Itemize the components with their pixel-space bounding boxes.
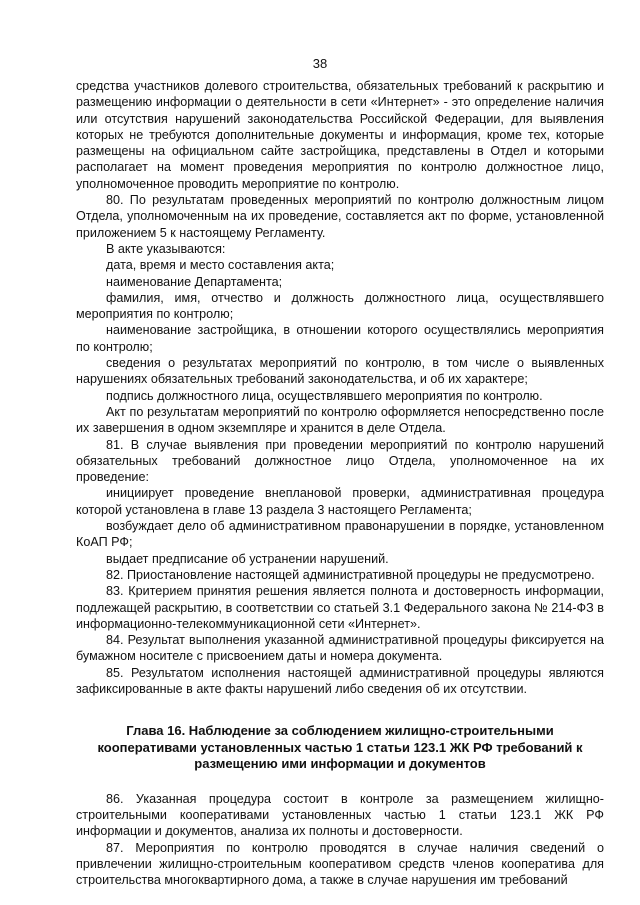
paragraph: фамилия, имя, отчество и должность должностного лица, осуществлявшего мероприятия по контролю; [76, 290, 604, 322]
page-number: 38 [312, 56, 328, 71]
paragraph: 84. Результат выполнения указанной административной процедуры фиксируется на бумажном носителе с присвоением даты и номера документа. [76, 633, 604, 664]
paragraph: дата, время и место составления акта; [106, 258, 335, 273]
paragraphs-before-heading [76, 78, 604, 697]
document-body [76, 78, 604, 889]
paragraphs-after-heading [76, 791, 604, 889]
paragraph: Акт по результатам мероприятий по контролю оформляется непосредственно после их завершения в одном экземпляре и хранится в деле Отдела. [76, 404, 604, 436]
paragraph: 80. По результатам проведенных мероприятий по контролю должностным лицом Отдела, уполномоченным на их проведение, составляется акт по форме, установленной приложением 5 к настоящему Регламенту. [76, 193, 604, 240]
paragraph: 81. В случае выявления при проведении мероприятий по контролю нарушений обязательных требований должностное лицо Отдела, уполномоченное на их проведение: [76, 437, 604, 485]
paragraph: инициирует проведение внеплановой проверки, административная процедура которой установлена в главе 13 раздела 3 настоящего Регламента; [76, 486, 604, 517]
paragraph: наименование застройщика, в отношении которого осуществлялись мероприятия по контролю; [76, 323, 604, 354]
paragraph: средства участников долевого строительства, обязательных требований к раскрытию и размещению информации о деятельности в сети «Интернет» - это определение наличия или отсутствия нарушений законодательства Российской Федерации, для выявления которых не требуются дополнительные документы и информация, кроме тех, которые размещены на официальном сайте застройщика, представлены в Отдел и которыми располагает на момент проведения мероприятия по контролю должностное лицо, уполномоченное проводить мероприятие по контролю. [76, 79, 604, 191]
paragraph: возбуждает дело об административном правонарушении в порядке, установленном КоАП РФ; [76, 519, 604, 550]
paragraph: подпись должностного лица, осуществлявшего мероприятия по контролю. [106, 388, 543, 403]
paragraph: В акте указываются: [106, 241, 226, 256]
paragraph: 86. Указанная процедура состоит в контроле за размещением жилищно-строительными кооперативами установленных частью 1 статьи 123.1 ЖК РФ информации и документов, анализа их полноты и достоверности. [76, 791, 604, 839]
paragraph: 82. Приостановление настоящей административной процедуры не предусмотрено. [106, 567, 595, 582]
chapter-heading: Глава 16. Наблюдение за соблюдением жилищно-строительными кооперативами установленных частью 1 статьи 123.1 ЖК РФ требований к размещению ими информации и документов [97, 723, 583, 772]
paragraph: выдает предписание об устранении нарушений. [106, 551, 389, 566]
paragraph: наименование Департамента; [106, 274, 283, 289]
paragraph: 87. Мероприятия по контролю проводятся в случае наличия сведений о привлечении жилищно-строительным кооперативом средств членов кооператива для строительства многоквартирного дома, а также в случае нарушения им требований [76, 840, 604, 888]
paragraph: 83. Критерием принятия решения является полнота и достоверность информации, подлежащей раскрытию, в соответствии со статьей 3.1 Федерального закона № 214-ФЗ в информационно-телекоммуникационной сети «Интернет». [76, 584, 604, 631]
paragraph: сведения о результатах мероприятий по контролю, в том числе о выявленных нарушениях обязательных требований законодательства, и об их характере; [76, 356, 604, 387]
paragraph: 85. Результатом исполнения настоящей административной процедуры являются зафиксированные в акте факты нарушений либо сведения об их отсутствии. [76, 665, 604, 696]
